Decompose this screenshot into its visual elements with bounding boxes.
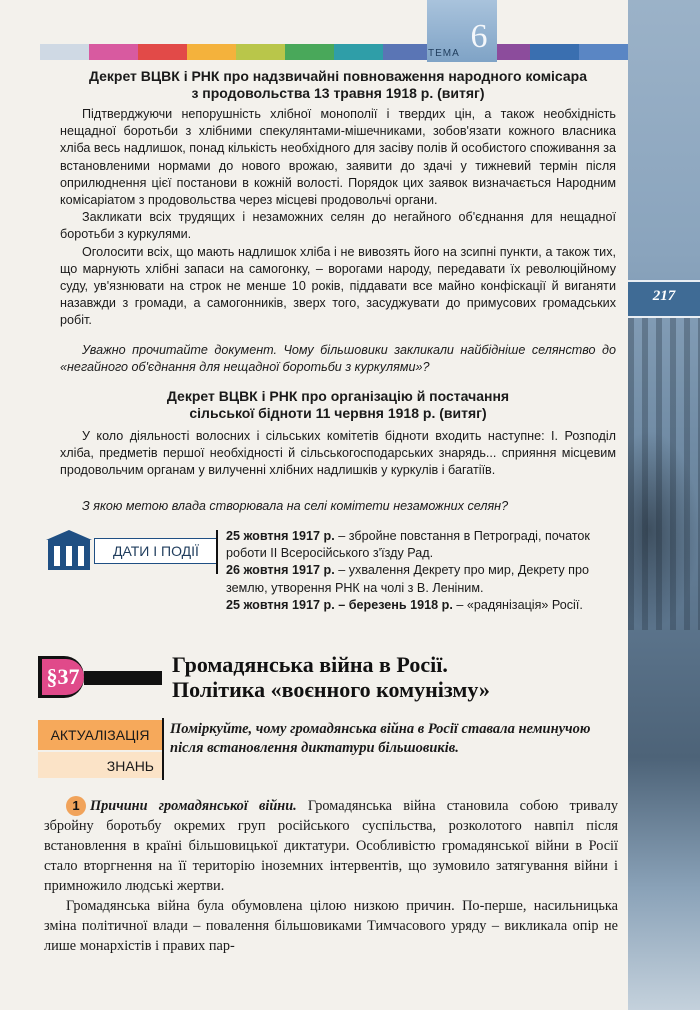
stripe-segment bbox=[579, 44, 628, 60]
dates-label: ДАТИ І ПОДІЇ bbox=[94, 538, 218, 564]
section-title-line1: Громадянська війна в Росії. bbox=[172, 652, 448, 677]
aktualizatsiia-box bbox=[38, 718, 162, 780]
body-paragraph-2: Громадянська війна була обумовлена цілою низкою причин. По-перше, насильницька зміна політичної влади – повалення більшовиками Тимчасового уряду – викликала опір не лише монархістів і правих пар- bbox=[44, 898, 618, 954]
aktualizatsiia-text: Поміркуйте, чому громадянська війна в Росії ставала неминучою після встановлення диктатури більшовиків. bbox=[170, 721, 591, 756]
aktualizatsiia-label: АКТУАЛІЗАЦІЯ bbox=[38, 720, 162, 750]
page-number: 217 bbox=[652, 288, 676, 304]
section-bar bbox=[84, 671, 162, 685]
doc1-paragraph: Оголосити всіх, що мають надлишок хліба і не вивозять його на зсипні пункти, а також тих, що марнують хлібні запаси на самогонку, – ворогами народу, передавати їх революційному суду, ув'язнювати на строк не менше 10 років, піддавати все майно конфіскації й виганяти назавжди з громади, а самогонників, зверх того, засуджувати до примусових громадських робіт. bbox=[60, 244, 616, 328]
doc1-paragraph: Підтверджуючи непорушність хлібної монополії і твердих цін, а також необхідність нещадної боротьби з хлібними спекулянтами-мішечниками, зобов'язати кожного власника хліба весь надлишок, понад кількість необхідного для засіву полів й особистого споживання за встановленими нормами до нового врожаю, заявити до здачі у тижневий термін після оприлюднення цієї постанови в кожній волості. Порядок цих заявок визначається Народним комісаріатом з продовольства через місцеві продовольчі органи. bbox=[60, 107, 616, 208]
tema-number: 6 bbox=[470, 18, 488, 55]
point-subhead: Причини громадянської війни. bbox=[90, 798, 297, 814]
stripe-segment bbox=[285, 44, 334, 60]
side-photo-strip bbox=[628, 0, 700, 1010]
doc2-title-line2: сільської бідноти 11 червня 1918 р. (витяг) bbox=[189, 405, 487, 421]
stripe-segment bbox=[89, 44, 138, 60]
date-item-text: – ухвалення Декрету про мир, Декрету про землю, утворення РНК на чолі з В. Леніним. bbox=[226, 563, 589, 595]
body-paragraph-1 bbox=[44, 796, 618, 896]
date-item-date: 26 жовтня 1917 р. bbox=[226, 563, 335, 578]
doc2-question bbox=[60, 498, 616, 515]
side-photo-crowd bbox=[628, 430, 700, 630]
date-item bbox=[226, 562, 618, 596]
dates-list bbox=[226, 528, 618, 614]
doc2-title bbox=[58, 388, 618, 422]
doc1-paragraph: Закликати всіх трудящих і незаможних селян до негайного об'єднання для нещадної боротьби з куркулями. bbox=[60, 210, 616, 242]
date-item bbox=[226, 597, 618, 614]
section-title bbox=[172, 652, 622, 702]
date-item-date: 25 жовтня 1917 р. – березень 1918 р. bbox=[226, 597, 453, 612]
doc1-text bbox=[60, 106, 616, 330]
stripe-segment bbox=[40, 44, 89, 60]
dates-box bbox=[46, 528, 216, 572]
section-title-line2: Політика «воєнного комунізму» bbox=[172, 677, 490, 702]
doc2-title-line1: Декрет ВЦВК і РНК про організацію й постачання bbox=[166, 388, 510, 404]
doc1-question bbox=[60, 342, 616, 376]
stripe-segment bbox=[138, 44, 187, 60]
doc1-title-line1: Декрет ВЦВК і РНК про надзвичайні повноваження народного комісара bbox=[88, 68, 588, 84]
body-text bbox=[44, 796, 618, 956]
body-paragraph-1-text: Громадянська війна становила собою тривалу збройну боротьбу окремих груп російського суспільства, розколотого навпіл після встановлення в країні більшовицької диктатури. Особливістю громадянської війни в Росії стало вторгнення на її територію іноземних інтервентів, що зумовило затягування війни і примножило людські жертви. bbox=[44, 798, 618, 894]
dates-divider bbox=[216, 530, 218, 574]
aktualizatsiia-divider bbox=[162, 718, 164, 780]
date-item bbox=[226, 528, 618, 562]
tema-label: ТЕМА bbox=[428, 48, 460, 59]
date-item-text: – «радянізація» Росії. bbox=[452, 597, 583, 612]
doc2-text bbox=[60, 428, 616, 480]
doc2-question-text: З якою метою влада створювала на селі комітети незаможних селян? bbox=[82, 499, 509, 513]
page-number-tab bbox=[628, 280, 700, 318]
stripe-segment bbox=[334, 44, 383, 60]
section-number: §37 bbox=[42, 659, 84, 695]
date-item-text: – збройне повстання в Петрограді, початок роботи II Всеросійського з'їзду Рад. bbox=[226, 529, 590, 561]
date-item-date: 25 жовтня 1917 р. bbox=[226, 529, 335, 543]
stripe-segment bbox=[236, 44, 285, 60]
point-number: 1 bbox=[66, 796, 86, 816]
building-icon bbox=[46, 528, 92, 572]
doc2-paragraph: У коло діяльності волосних і сільських комітетів бідноти входить наступне: І. Розподіл хліба, предметів першої необхідності й сільськогосподарських знарядь... сприяння місцевим продовольчим органам у вилученні хлібних надлишків у куркулів і багатіїв. bbox=[60, 429, 616, 478]
stripe-segment bbox=[530, 44, 579, 60]
top-color-stripe bbox=[40, 44, 628, 60]
doc1-question-text: Уважно прочитайте документ. Чому більшовики закликали найбідніше селянство до «негайного об'єднання для нещадної боротьби з куркулями»? bbox=[60, 343, 616, 375]
doc1-title-line2: з продовольства 13 травня 1918 р. (витяг) bbox=[191, 85, 485, 101]
doc1-title bbox=[58, 68, 618, 102]
stripe-segment bbox=[187, 44, 236, 60]
stripe-segment bbox=[383, 44, 432, 60]
aktualizatsiia-sublabel: ЗНАНЬ bbox=[38, 752, 162, 778]
